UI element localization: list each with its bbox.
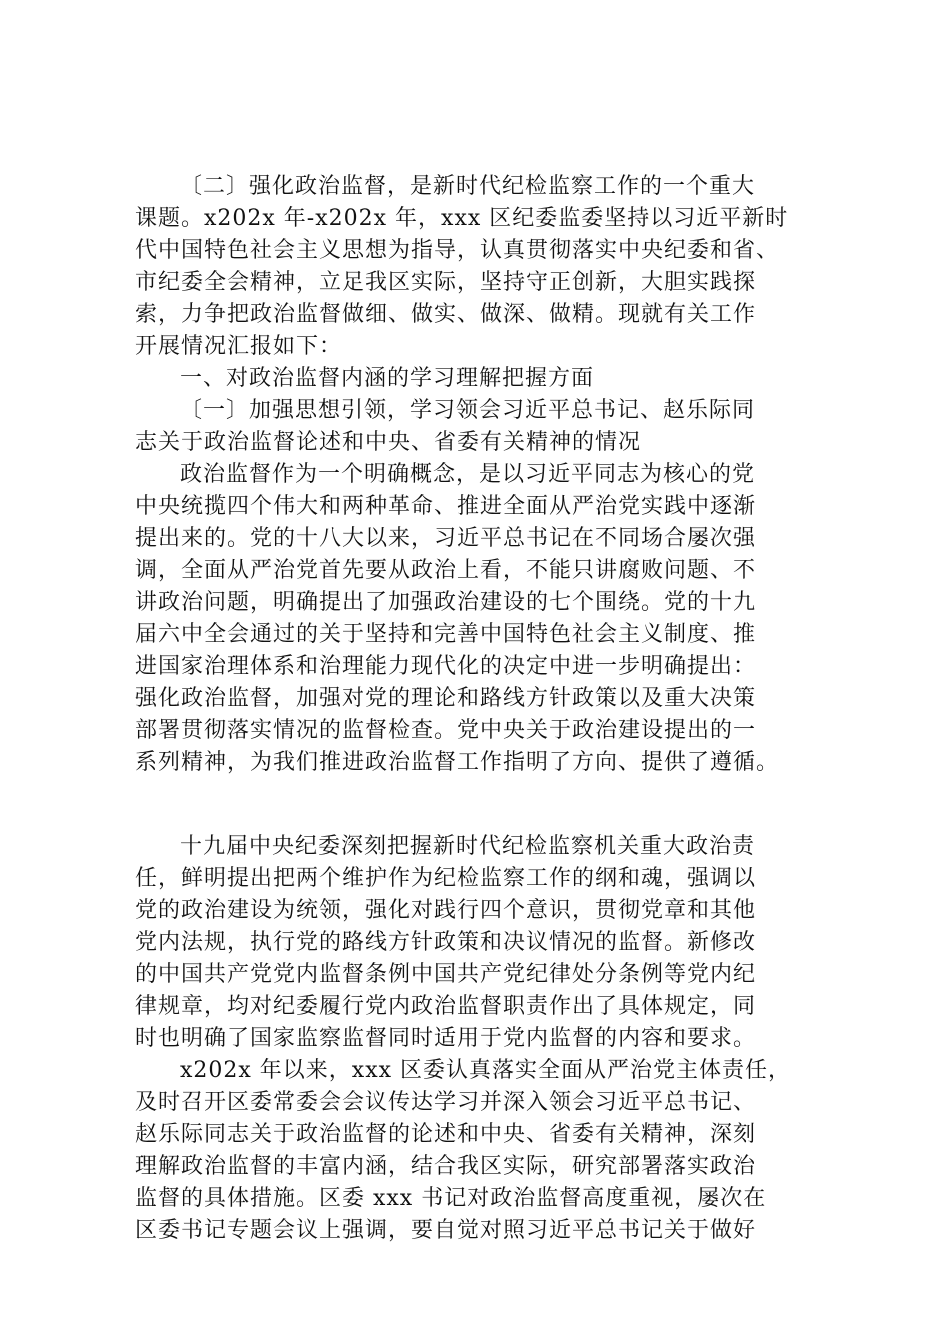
paragraph-line: 强化政治监督，加强对党的理论和路线方针政策以及重大决策 (135, 686, 757, 711)
section-heading: 一、对政治监督内涵的学习理解把握方面 (180, 366, 595, 391)
paragraph-line: 律规章，均对纪委履行党内政治监督职责作出了具体规定，同 (135, 994, 757, 1019)
subsection-heading: 志关于政治监督论述和中央、省委有关精神的情况 (135, 430, 642, 455)
paragraph-line: 的中国共产党党内监督条例中国共产党纪律处分条例等党内纪 (135, 962, 757, 987)
paragraph-line: 市纪委全会精神，立足我区实际，坚持守正创新，大胆实践探 (135, 270, 757, 295)
paragraph-line: 区委书记专题会议上强调，要自觉对照习近平总书记关于做好 (135, 1218, 757, 1243)
paragraph-line: 索，力争把政治监督做细、做实、做深、做精。现就有关工作 (135, 302, 757, 327)
paragraph-line: 党的政治建设为统领，强化对践行四个意识，贯彻党章和其他 (135, 898, 757, 923)
paragraph-line: 系列精神，为我们推进政治监督工作指明了方向、提供了遵循。 (135, 750, 780, 775)
paragraph-line: 课题。x202x 年-x202x 年，xxx 区纪委监委坚持以习近平新时 (135, 206, 789, 231)
paragraph-line: 进国家治理体系和治理能力现代化的决定中进一步明确提出： (135, 654, 757, 679)
paragraph-line: 理解政治监督的丰富内涵，结合我区实际，研究部署落实政治 (135, 1154, 757, 1179)
paragraph-line: 中央统揽四个伟大和两种革命、推进全面从严治党实践中逐渐 (135, 494, 757, 519)
paragraph-line: 赵乐际同志关于政治监督的论述和中央、省委有关精神，深刻 (135, 1122, 757, 1147)
paragraph-line: 及时召开区委常委会会议传达学习并深入领会习近平总书记、 (135, 1090, 757, 1115)
paragraph-line: 讲政治问题，明确提出了加强政治建设的七个围绕。党的十九 (135, 590, 757, 615)
subsection-heading: 〔一〕加强思想引领，学习领会习近平总书记、赵乐际同 (180, 398, 756, 423)
paragraph-line: 〔二〕强化政治监督，是新时代纪检监察工作的一个重大 (180, 174, 756, 199)
paragraph-line: 开展情况汇报如下： (135, 334, 343, 359)
paragraph-line: 任，鲜明提出把两个维护作为纪检监察工作的纲和魂，强调以 (135, 866, 757, 891)
paragraph-line: 部署贯彻落实情况的监督检查。党中央关于政治建设提出的一 (135, 718, 757, 743)
paragraph-line: 党内法规，执行党的路线方针政策和决议情况的监督。新修改 (135, 930, 757, 955)
paragraph-line: 调，全面从严治党首先要从政治上看，不能只讲腐败问题、不 (135, 558, 757, 583)
paragraph-line: 监督的具体措施。区委 xxx 书记对政治监督高度重视，屡次在 (135, 1186, 767, 1211)
paragraph-line: 十九届中央纪委深刻把握新时代纪检监察机关重大政治责 (180, 834, 756, 859)
paragraph-line: 代中国特色社会主义思想为指导，认真贯彻落实中央纪委和省、 (135, 238, 780, 263)
paragraph-line: 政治监督作为一个明确概念，是以习近平同志为核心的党 (180, 462, 756, 487)
paragraph-line: 提出来的。党的十八大以来，习近平总书记在不同场合屡次强 (135, 526, 757, 551)
paragraph-line: 届六中全会通过的关于坚持和完善中国特色社会主义制度、推 (135, 622, 757, 647)
paragraph-line: 时也明确了国家监察监督同时适用于党内监督的内容和要求。 (135, 1026, 757, 1051)
paragraph-line: x202x 年以来，xxx 区委认真落实全面从严治党主体责任， (180, 1058, 792, 1083)
